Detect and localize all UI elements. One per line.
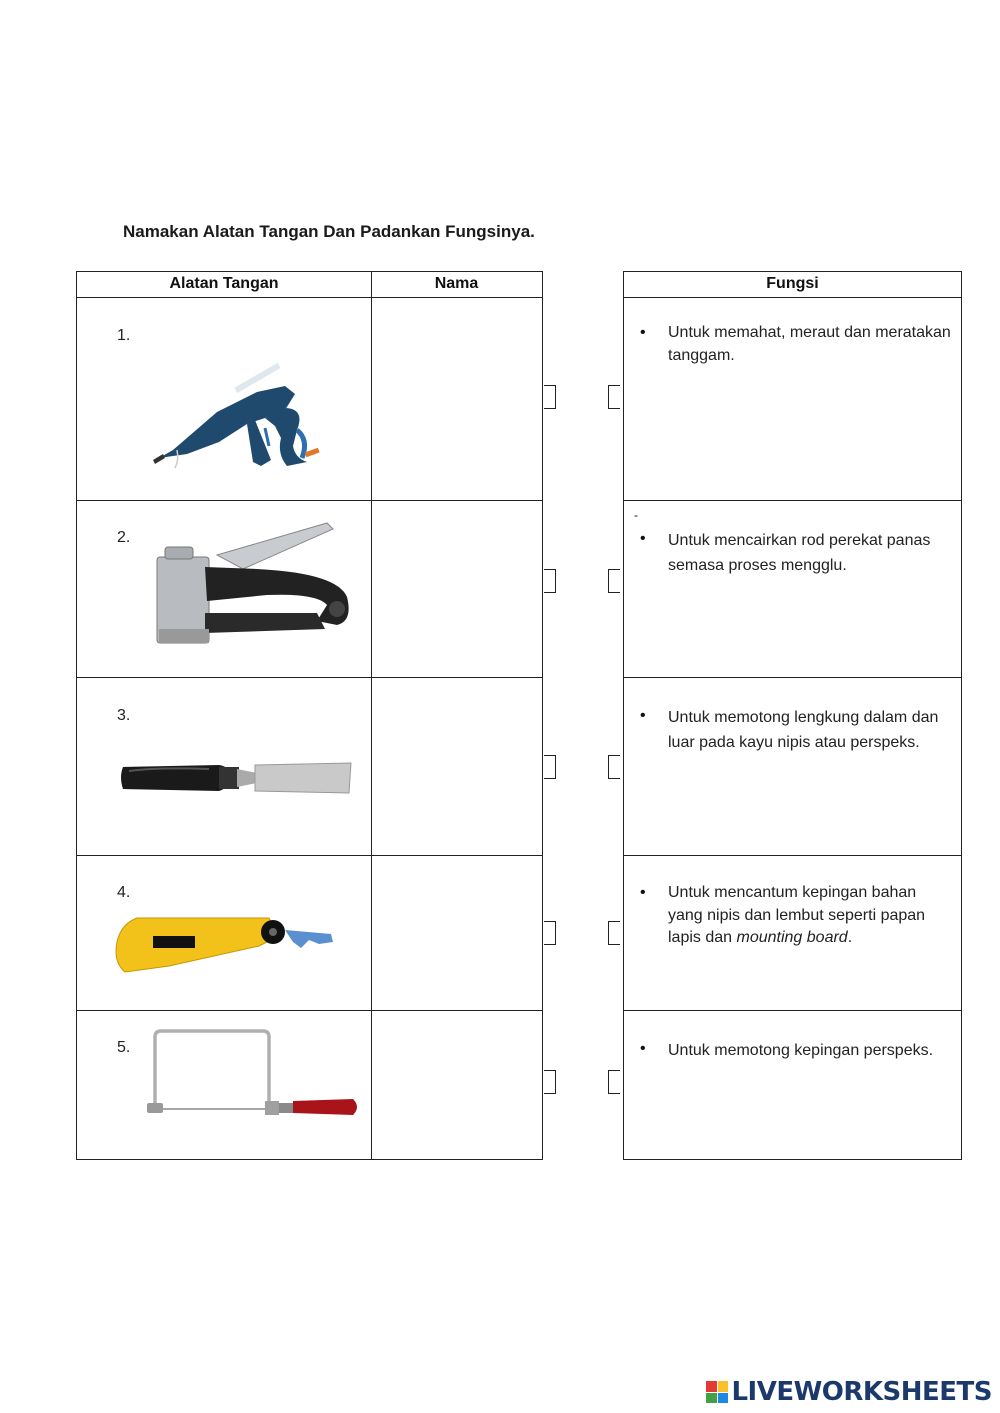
header-name: Nama	[434, 275, 479, 292]
header-function: Fungsi	[766, 275, 819, 292]
bullet-icon: •	[640, 1040, 646, 1057]
function-text: Untuk memahat, meraut dan meratakan tanggam.	[668, 324, 951, 364]
row-divider	[77, 677, 542, 678]
match-connector-left[interactable]	[544, 755, 556, 779]
chisel-icon	[119, 757, 354, 802]
row-number: 4.	[117, 884, 131, 901]
row-number: 3.	[117, 707, 131, 724]
row-number: 5.	[117, 1039, 131, 1056]
match-connector-right[interactable]	[608, 385, 620, 409]
cutter-knife-icon	[109, 912, 339, 977]
function-text: Untuk memotong kepingan perspeks.	[668, 1042, 934, 1059]
bullet-icon: •	[640, 324, 646, 341]
dash-mark: -	[634, 508, 638, 522]
function-text: Untuk mencairkan rod perekat panas semasa proses mengglu.	[668, 532, 931, 574]
bullet-icon: •	[640, 707, 646, 724]
function-text: Untuk memotong lengkung dalam dan luar pada kayu nipis atau perspeks.	[668, 709, 939, 751]
bullet-icon: •	[640, 884, 646, 901]
row-divider	[624, 855, 961, 856]
row-divider	[624, 1010, 961, 1011]
match-connector-right[interactable]	[608, 921, 620, 945]
page-title: Namakan Alatan Tangan Dan Padankan Fungsinya.	[123, 222, 535, 241]
tools-table	[76, 271, 543, 1160]
match-connector-left[interactable]	[544, 921, 556, 945]
row-number: 1.	[117, 327, 131, 344]
function-text-italic: mounting board	[736, 929, 848, 946]
header-tool: Alatan Tangan	[169, 275, 279, 292]
bullet-icon: •	[640, 530, 646, 547]
row-divider	[77, 1010, 542, 1011]
match-connector-left[interactable]	[544, 385, 556, 409]
match-connector-left[interactable]	[544, 1070, 556, 1094]
match-connector-right[interactable]	[608, 755, 620, 779]
row-divider	[77, 855, 542, 856]
match-connector-right[interactable]	[608, 1070, 620, 1094]
logo-mark-icon	[706, 1381, 728, 1403]
liveworksheets-logo	[706, 1377, 992, 1407]
coping-saw-icon	[143, 1027, 363, 1127]
brand-name: LIVEWORKSHEETS	[731, 1377, 992, 1407]
glue-gun-icon	[147, 350, 332, 475]
match-connector-right[interactable]	[608, 569, 620, 593]
staple-gun-icon	[147, 517, 362, 652]
row-number: 2.	[117, 529, 131, 546]
row-divider	[624, 500, 961, 501]
column-divider	[371, 272, 372, 1159]
function-text	[668, 882, 953, 950]
function-text-part: Untuk mencantum kepingan bahan yang nipis dan lembut seperti papan lapis dan	[668, 884, 926, 946]
row-divider	[624, 677, 961, 678]
function-text-part: .	[847, 929, 853, 946]
row-divider	[77, 500, 542, 501]
functions-table	[623, 271, 962, 1160]
match-connector-left[interactable]	[544, 569, 556, 593]
